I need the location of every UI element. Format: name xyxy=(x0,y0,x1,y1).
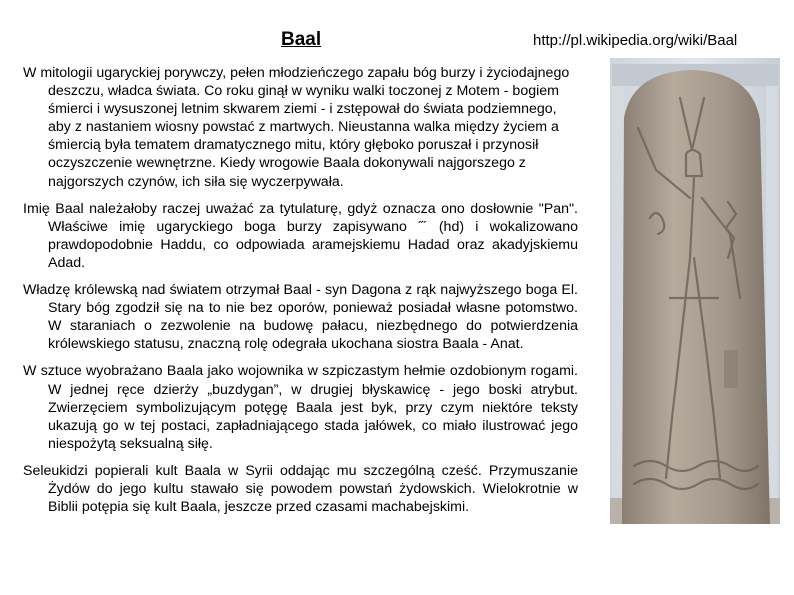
paragraph-3: Władzę królewską nad światem otrzymał Baal - syn Dagona z rąk najwyższego boga El. Stary bóg zgodził się na to nie bez oporów, ponieważ posiadał własne potomstwo. W staraniach o zezwolenie na budowę pałacu, niezbędnego do potwierdzenia królewskiego statusu, znaczną rolę odegrała ukochana siostra Baala - Anat. xyxy=(23,282,578,353)
small-figure xyxy=(724,350,738,388)
column-left xyxy=(612,86,624,524)
paragraph-5: Seleukidzi popierali kult Baala w Syrii oddając mu szczególną cześć. Przymuszanie Żydów do jego kultu stawało się powodem powstań żydowskich. Wielokrotnie w Biblii potępia się kult Baala, jeszcze przed czasami machabejskimi. xyxy=(23,462,578,516)
source-url[interactable]: http://pl.wikipedia.org/wiki/Baal xyxy=(533,32,738,49)
text-column xyxy=(23,64,578,525)
stele-photo-icon xyxy=(610,58,780,524)
paragraph-4: W sztuce wyobrażano Baala jako wojownika w szpiczastym hełmie ozdobionym rogami. W jednej ręce dzierży „buzdygan”, w drugiej błyskawicę - jego boski atrybut. Zwierzęciem symbolizującym potęgę Baala jest byk, przy czym niektóre teksty ukazują go w tej postaci, zapładniającego stada jałówek, co miało ilustrować jego niespożytą seksualną siłę. xyxy=(23,363,578,452)
paragraph-2: Imię Baal należałoby raczej uważać za tytulaturę, gdyż oznacza ono dosłownie "Pan". Właściwe imię ugaryckiego boga burzy zapisywano ˝´ (hd) i wokalizowano prawdopodobnie Haddu, co odpowiada aramejskiemu Hadad oraz akadyjskiemu Adad. xyxy=(23,200,578,271)
paragraph-1: W mitologii ugaryckiej porywczy, pełen młodzieńczego zapału bóg burzy i życiodajnego deszczu, władca świata. Co roku ginął w wyniku walki toczonej z Motem - bogiem śmierci i wysuszonej letnim skwarem ziemi - i zstępował do świata podziemnego, aby z nastaniem wiosny powstać z martwych. Nieustanna walka między życiem a śmiercią była tematem dramatycznego mitu, który głęboko poruszał i przynosił oczyszczenie wewnętrzne. Kiedy wrogowie Baala dokonywali najgorszego z najgorszych czynów, ich siła się wyczerpywała. xyxy=(23,65,570,190)
document-title: Baal xyxy=(281,29,322,50)
